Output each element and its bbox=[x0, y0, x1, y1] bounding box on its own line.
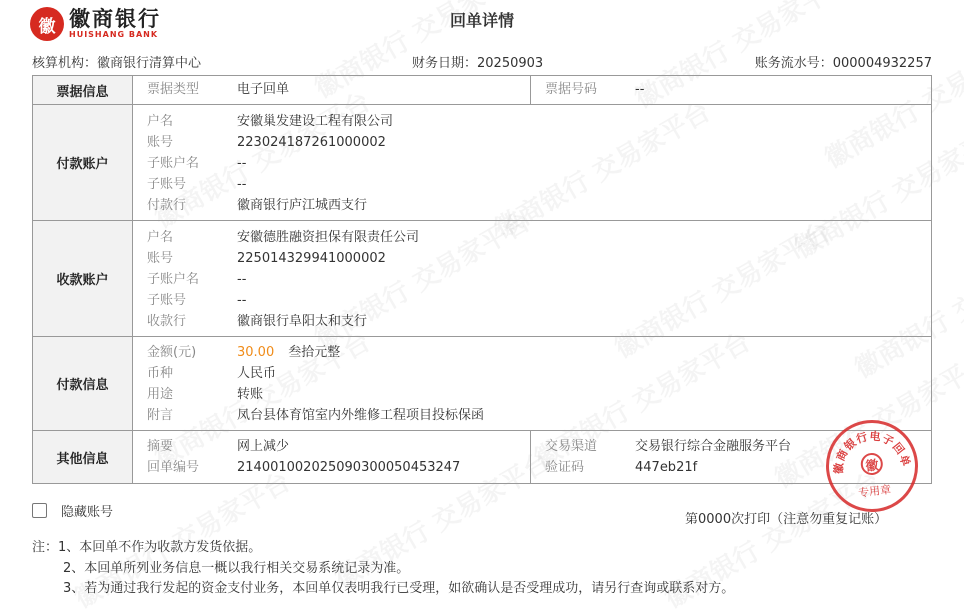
currency-label: 币种 bbox=[147, 366, 174, 381]
bill-info-heading: 票据信息 bbox=[33, 76, 133, 104]
hide-account-toggle[interactable] bbox=[32, 501, 113, 520]
payer-subname-label: 子账户名 bbox=[147, 156, 200, 171]
payer-bank-value: 徽商银行庐江城西支行 bbox=[237, 198, 368, 213]
bank-name-en: HUISHANG BANK bbox=[69, 30, 159, 39]
header bbox=[0, 0, 964, 46]
payer-subaccount-label: 子账号 bbox=[147, 177, 187, 192]
verify-code-value: 447eb21f bbox=[635, 460, 698, 475]
payee-subaccount-label: 子账号 bbox=[147, 293, 187, 308]
svg-text:徽商银行电子回单: 徽商银行电子回单 bbox=[832, 429, 913, 475]
payer-name-label: 户名 bbox=[147, 114, 174, 129]
summary-value: 网上减少 bbox=[237, 439, 290, 454]
verify-code-label: 验证码 bbox=[545, 460, 585, 475]
meta-bar bbox=[32, 52, 932, 71]
payee-subname-value: -- bbox=[237, 272, 247, 287]
footnote-2: 2、本回单所列业务信息一概以我行相关交易系统记录为准。 bbox=[63, 560, 410, 576]
bill-no-label: 票据号码 bbox=[545, 82, 598, 97]
payer-name-value: 安徽巢发建设工程有限公司 bbox=[237, 114, 394, 129]
summary-label: 摘要 bbox=[147, 439, 174, 454]
amount-words: 叁拾元整 bbox=[288, 345, 341, 360]
payer-subaccount-value: -- bbox=[237, 177, 247, 192]
payer-section bbox=[33, 104, 931, 220]
memo-label: 附言 bbox=[147, 408, 174, 423]
currency-value: 人民币 bbox=[237, 366, 277, 381]
hide-account-label: 隐藏账号 bbox=[61, 505, 114, 520]
bank-name-cn: 徽商银行 bbox=[69, 6, 161, 31]
payee-subname-label: 子账户名 bbox=[147, 272, 200, 287]
other-section bbox=[33, 430, 931, 483]
e-receipt-seal bbox=[821, 415, 922, 516]
page-title: 回单详情 bbox=[449, 11, 514, 30]
payee-bank-label: 收款行 bbox=[147, 314, 187, 329]
payee-subaccount-value: -- bbox=[237, 293, 247, 308]
payer-account-label: 账号 bbox=[147, 135, 174, 150]
payee-name-label: 户名 bbox=[147, 230, 174, 245]
bank-logo-icon: 徽 bbox=[30, 7, 64, 41]
purpose-value: 转账 bbox=[237, 387, 264, 402]
footnote-3: 3、若为通过我行发起的资金支付业务，本回单仅表明我行已受理，如欲确认是否受理成功，请另行查询或联系对方。 bbox=[63, 581, 735, 596]
payment-section bbox=[33, 336, 931, 430]
print-count-note: 第0000次打印（注意勿重复记账） bbox=[685, 512, 888, 527]
finance-date: 财务日期：20250903 bbox=[412, 56, 544, 71]
payee-account-value: 225014329941000002 bbox=[237, 251, 386, 266]
payer-account-value: 223024187261000002 bbox=[237, 135, 386, 150]
footnotes bbox=[32, 538, 734, 600]
hide-account-checkbox[interactable] bbox=[32, 503, 47, 518]
payee-account-label: 账号 bbox=[147, 251, 174, 266]
memo-value: 凤台县体育馆室内外维修工程项目投标保函 bbox=[237, 408, 485, 423]
payee-bank-value: 徽商银行阜阳太和支行 bbox=[237, 314, 368, 329]
payee-section bbox=[33, 220, 931, 336]
receipt-no-value: 2140010020250903000504532​47 bbox=[237, 460, 461, 475]
payer-subname-value: -- bbox=[237, 156, 247, 171]
bill-no-value: -- bbox=[635, 82, 645, 97]
amount-label: 金额(元) bbox=[147, 345, 197, 360]
payee-heading: 收款账户 bbox=[33, 221, 133, 336]
purpose-label: 用途 bbox=[147, 387, 174, 402]
receipt-no-label: 回单编号 bbox=[147, 460, 200, 475]
amount-value: 30.00 bbox=[237, 345, 275, 360]
payee-name-value: 安徽德胜融资担保有限责任公司 bbox=[237, 230, 420, 245]
payment-heading: 付款信息 bbox=[33, 337, 133, 430]
accounting-org: 核算机构：徽商银行清算中心 bbox=[32, 56, 202, 71]
other-heading: 其他信息 bbox=[33, 431, 133, 483]
seal-bottom-text: 专用章 bbox=[857, 483, 892, 500]
serial-number: 账务流水号：000004932257 bbox=[754, 56, 932, 71]
bill-type-label: 票据类型 bbox=[147, 82, 200, 97]
channel-label: 交易渠道 bbox=[545, 439, 598, 454]
receipt-table bbox=[32, 75, 932, 484]
seal-center-icon: 徽 bbox=[860, 452, 884, 476]
bill-info-section bbox=[33, 76, 931, 104]
payer-heading: 付款账户 bbox=[33, 105, 133, 220]
payer-bank-label: 付款行 bbox=[147, 198, 187, 213]
bill-type-value: 电子回单 bbox=[237, 82, 290, 97]
footnote-1: 注：1、本回单不作为收款方发货依据。 bbox=[32, 540, 262, 555]
channel-value: 交易银行综合金融服务平台 bbox=[635, 439, 792, 454]
